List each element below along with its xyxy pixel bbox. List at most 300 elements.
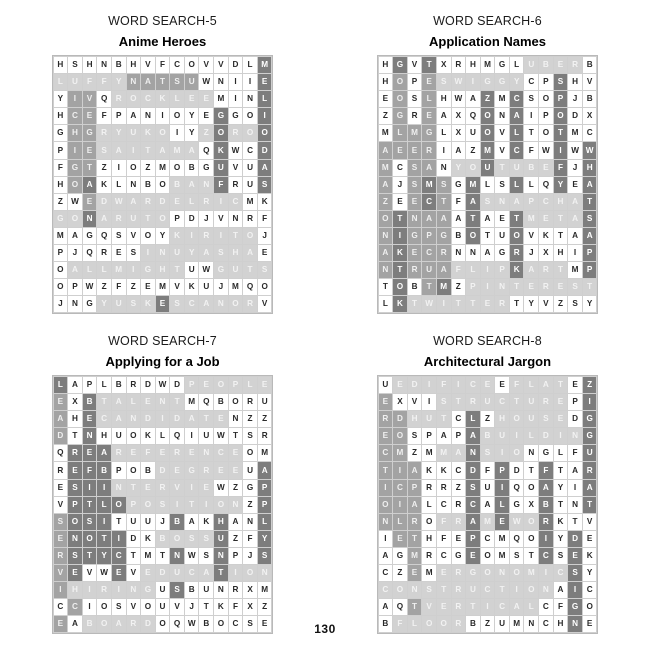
letter-cell[interactable]: E [141,279,156,296]
letter-cell[interactable]: V [126,599,141,616]
letter-cell[interactable]: T [509,394,524,411]
letter-cell[interactable]: E [53,479,68,496]
letter-cell[interactable]: B [184,582,199,599]
letter-cell[interactable]: R [451,616,466,633]
letter-cell[interactable]: O [243,565,258,582]
letter-cell[interactable]: O [524,530,539,547]
letter-cell[interactable]: E [553,411,568,428]
letter-cell[interactable]: N [199,176,214,193]
letter-cell[interactable]: W [155,377,170,394]
letter-cell[interactable]: O [509,565,524,582]
letter-cell[interactable]: P [407,479,422,496]
letter-cell[interactable]: H [407,411,422,428]
letter-cell[interactable]: A [378,245,393,262]
letter-cell[interactable]: E [480,377,495,394]
letter-cell[interactable]: A [199,245,214,262]
letter-cell[interactable]: E [524,279,539,296]
letter-cell[interactable]: Y [451,159,466,176]
letter-cell[interactable]: B [141,176,156,193]
letter-cell[interactable]: I [53,582,68,599]
letter-cell[interactable]: U [243,176,258,193]
letter-cell[interactable]: T [228,428,243,445]
letter-cell[interactable]: W [214,428,229,445]
letter-cell[interactable]: G [214,108,229,125]
letter-cell[interactable]: E [436,565,451,582]
letter-cell[interactable]: S [407,91,422,108]
letter-cell[interactable]: Z [582,377,597,394]
letter-cell[interactable]: E [82,142,97,159]
letter-cell[interactable]: Z [378,108,393,125]
letter-cell[interactable]: U [111,296,126,313]
letter-cell[interactable]: U [155,599,170,616]
letter-cell[interactable]: S [436,74,451,91]
letter-cell[interactable]: R [451,57,466,74]
letter-cell[interactable]: Z [480,616,495,633]
letter-cell[interactable]: E [170,193,185,210]
letter-cell[interactable]: U [509,159,524,176]
letter-cell[interactable]: W [228,142,243,159]
letter-cell[interactable]: G [82,125,97,142]
letter-cell[interactable]: M [568,125,583,142]
letter-cell[interactable]: I [568,582,583,599]
letter-cell[interactable]: O [228,394,243,411]
letter-cell[interactable]: A [582,176,597,193]
letter-cell[interactable]: O [141,496,156,513]
letter-cell[interactable]: V [170,279,185,296]
letter-cell[interactable]: R [539,262,554,279]
letter-cell[interactable]: Q [393,599,408,616]
letter-cell[interactable]: Q [170,428,185,445]
letter-cell[interactable]: Q [170,616,185,633]
letter-cell[interactable]: C [582,125,597,142]
letter-cell[interactable]: P [82,377,97,394]
letter-cell[interactable]: B [111,377,126,394]
letter-cell[interactable]: S [53,513,68,530]
letter-cell[interactable]: D [568,411,583,428]
letter-cell[interactable]: E [407,245,422,262]
letter-cell[interactable]: A [436,262,451,279]
letter-cell[interactable]: C [393,479,408,496]
letter-cell[interactable]: K [214,142,229,159]
letter-cell[interactable]: S [184,530,199,547]
letter-cell[interactable]: T [582,193,597,210]
letter-cell[interactable]: C [393,159,408,176]
letter-cell[interactable]: S [68,57,83,74]
letter-cell[interactable]: O [214,377,229,394]
letter-cell[interactable]: H [68,411,83,428]
letter-cell[interactable]: N [126,176,141,193]
letter-cell[interactable]: D [466,462,481,479]
letter-cell[interactable]: A [509,193,524,210]
letter-cell[interactable]: Q [82,245,97,262]
letter-cell[interactable]: R [111,210,126,227]
letter-cell[interactable]: P [582,245,597,262]
letter-cell[interactable]: T [68,428,83,445]
letter-cell[interactable]: F [553,159,568,176]
letter-cell[interactable]: W [214,479,229,496]
letter-cell[interactable]: C [509,142,524,159]
letter-cell[interactable]: E [141,565,156,582]
letter-cell[interactable]: V [170,599,185,616]
letter-cell[interactable]: V [582,513,597,530]
letter-cell[interactable]: M [480,142,495,159]
letter-cell[interactable]: M [184,394,199,411]
letter-cell[interactable]: W [111,193,126,210]
letter-cell[interactable]: B [466,616,481,633]
letter-cell[interactable]: P [228,377,243,394]
letter-cell[interactable]: I [480,262,495,279]
letter-cell[interactable]: N [126,411,141,428]
letter-cell[interactable]: R [243,394,258,411]
letter-cell[interactable]: T [553,462,568,479]
letter-cell[interactable]: L [480,176,495,193]
letter-cell[interactable]: W [539,142,554,159]
letter-cell[interactable]: O [82,530,97,547]
letter-cell[interactable]: A [97,210,112,227]
letter-cell[interactable]: I [378,479,393,496]
letter-cell[interactable]: A [407,496,422,513]
letter-cell[interactable]: M [407,547,422,564]
letter-cell[interactable]: V [524,227,539,244]
letter-cell[interactable]: D [155,193,170,210]
letter-cell[interactable]: U [524,394,539,411]
letter-cell[interactable]: X [524,496,539,513]
letter-cell[interactable]: Y [97,296,112,313]
letter-cell[interactable]: T [126,547,141,564]
letter-cell[interactable]: I [553,428,568,445]
letter-cell[interactable]: N [170,547,185,564]
letter-cell[interactable]: H [68,582,83,599]
letter-cell[interactable]: T [199,599,214,616]
letter-cell[interactable]: P [170,210,185,227]
letter-cell[interactable]: T [524,125,539,142]
letter-cell[interactable]: E [82,411,97,428]
letter-cell[interactable]: V [126,227,141,244]
letter-cell[interactable]: J [257,227,272,244]
letter-cell[interactable]: K [141,296,156,313]
letter-cell[interactable]: V [228,159,243,176]
letter-cell[interactable]: N [214,74,229,91]
letter-cell[interactable]: N [524,445,539,462]
letter-cell[interactable]: P [111,108,126,125]
letter-cell[interactable]: O [422,616,437,633]
letter-cell[interactable]: L [257,91,272,108]
letter-cell[interactable]: K [141,125,156,142]
letter-cell[interactable]: E [199,377,214,394]
letter-cell[interactable]: Y [184,245,199,262]
letter-cell[interactable]: T [155,74,170,91]
letter-cell[interactable]: O [582,599,597,616]
letter-cell[interactable]: O [97,599,112,616]
letter-cell[interactable]: P [68,496,83,513]
letter-cell[interactable]: L [126,394,141,411]
letter-cell[interactable]: E [539,210,554,227]
letter-cell[interactable]: L [393,125,408,142]
letter-cell[interactable]: L [378,296,393,313]
letter-cell[interactable]: D [126,530,141,547]
letter-cell[interactable]: G [228,108,243,125]
letter-cell[interactable]: L [257,513,272,530]
letter-cell[interactable]: B [141,462,156,479]
letter-cell[interactable]: E [539,159,554,176]
letter-grid[interactable] [378,376,598,633]
letter-cell[interactable]: B [155,530,170,547]
letter-cell[interactable]: J [199,210,214,227]
letter-cell[interactable]: A [466,91,481,108]
letter-cell[interactable]: S [126,296,141,313]
letter-cell[interactable]: S [568,279,583,296]
letter-cell[interactable]: L [407,616,422,633]
letter-cell[interactable]: Y [553,530,568,547]
letter-cell[interactable]: S [257,176,272,193]
letter-cell[interactable]: E [495,513,510,530]
letter-cell[interactable]: A [509,108,524,125]
letter-cell[interactable]: M [422,565,437,582]
letter-cell[interactable]: R [451,565,466,582]
letter-cell[interactable]: R [451,582,466,599]
letter-cell[interactable]: N [243,91,258,108]
letter-cell[interactable]: T [422,279,437,296]
letter-cell[interactable]: S [170,582,185,599]
letter-cell[interactable]: O [184,57,199,74]
letter-cell[interactable]: T [466,210,481,227]
letter-cell[interactable]: A [568,462,583,479]
letter-cell[interactable]: M [228,279,243,296]
letter-cell[interactable]: B [199,616,214,633]
letter-cell[interactable]: E [199,479,214,496]
letter-cell[interactable]: A [582,227,597,244]
letter-cell[interactable]: D [97,193,112,210]
letter-cell[interactable]: T [97,530,112,547]
letter-cell[interactable]: E [495,210,510,227]
letter-cell[interactable]: E [553,394,568,411]
letter-cell[interactable]: H [155,262,170,279]
letter-cell[interactable]: O [466,227,481,244]
letter-cell[interactable]: O [243,445,258,462]
letter-cell[interactable]: U [126,125,141,142]
letter-cell[interactable]: C [378,582,393,599]
letter-cell[interactable]: T [568,513,583,530]
letter-cell[interactable]: W [422,296,437,313]
letter-cell[interactable]: U [422,411,437,428]
letter-cell[interactable]: Q [97,91,112,108]
letter-cell[interactable]: N [97,57,112,74]
letter-cell[interactable]: I [480,279,495,296]
letter-cell[interactable]: I [378,530,393,547]
letter-cell[interactable]: M [509,616,524,633]
letter-cell[interactable]: T [582,496,597,513]
letter-cell[interactable]: N [82,428,97,445]
letter-cell[interactable]: T [495,582,510,599]
letter-cell[interactable]: U [524,57,539,74]
letter-cell[interactable]: K [97,176,112,193]
letter-cell[interactable]: G [141,582,156,599]
letter-cell[interactable]: M [495,530,510,547]
letter-cell[interactable]: H [97,428,112,445]
letter-cell[interactable]: I [228,565,243,582]
letter-cell[interactable]: E [393,142,408,159]
letter-cell[interactable]: C [68,108,83,125]
letter-cell[interactable]: E [155,296,170,313]
letter-cell[interactable]: C [422,245,437,262]
letter-cell[interactable]: O [243,227,258,244]
letter-cell[interactable]: J [214,279,229,296]
letter-cell[interactable]: L [97,496,112,513]
letter-cell[interactable]: V [170,479,185,496]
letter-cell[interactable]: T [436,411,451,428]
letter-cell[interactable]: R [422,547,437,564]
letter-cell[interactable]: A [451,142,466,159]
letter-cell[interactable]: S [568,296,583,313]
letter-cell[interactable]: R [126,616,141,633]
letter-cell[interactable]: E [111,565,126,582]
letter-cell[interactable]: G [243,479,258,496]
letter-cell[interactable]: N [568,616,583,633]
letter-cell[interactable]: T [111,513,126,530]
letter-cell[interactable]: Q [509,479,524,496]
letter-cell[interactable]: C [170,57,185,74]
letter-cell[interactable]: R [407,513,422,530]
letter-cell[interactable]: F [436,377,451,394]
letter-cell[interactable]: A [184,513,199,530]
letter-cell[interactable]: L [393,513,408,530]
letter-cell[interactable]: N [568,428,583,445]
letter-cell[interactable]: J [155,513,170,530]
letter-cell[interactable]: Y [582,296,597,313]
letter-cell[interactable]: A [257,462,272,479]
letter-cell[interactable]: A [111,394,126,411]
letter-cell[interactable]: A [378,547,393,564]
letter-cell[interactable]: N [466,245,481,262]
letter-cell[interactable]: I [568,245,583,262]
letter-cell[interactable]: R [199,193,214,210]
letter-cell[interactable]: Z [243,411,258,428]
letter-cell[interactable]: R [199,227,214,244]
letter-cell[interactable]: L [82,262,97,279]
letter-cell[interactable]: R [243,210,258,227]
letter-cell[interactable]: F [568,445,583,462]
letter-cell[interactable]: S [199,530,214,547]
letter-cell[interactable]: O [214,496,229,513]
letter-cell[interactable]: S [97,142,112,159]
letter-cell[interactable]: A [111,142,126,159]
letter-cell[interactable]: P [257,479,272,496]
letter-cell[interactable]: L [170,91,185,108]
letter-cell[interactable]: F [155,57,170,74]
letter-cell[interactable]: T [509,279,524,296]
letter-cell[interactable]: E [378,91,393,108]
letter-cell[interactable]: O [524,513,539,530]
letter-cell[interactable]: I [228,74,243,91]
letter-cell[interactable]: S [495,176,510,193]
letter-cell[interactable]: G [466,565,481,582]
letter-cell[interactable]: B [451,227,466,244]
letter-cell[interactable]: E [68,565,83,582]
letter-cell[interactable]: O [155,616,170,633]
letter-cell[interactable]: L [155,428,170,445]
letter-cell[interactable]: J [524,245,539,262]
letter-cell[interactable]: Q [97,227,112,244]
letter-cell[interactable]: P [466,530,481,547]
letter-cell[interactable]: C [495,599,510,616]
letter-cell[interactable]: T [393,262,408,279]
letter-cell[interactable]: O [553,108,568,125]
letter-cell[interactable]: N [155,245,170,262]
letter-cell[interactable]: C [539,547,554,564]
letter-cell[interactable]: L [97,262,112,279]
letter-cell[interactable]: W [97,565,112,582]
letter-cell[interactable]: U [243,462,258,479]
letter-cell[interactable]: T [393,210,408,227]
letter-cell[interactable]: O [126,159,141,176]
letter-cell[interactable]: A [451,445,466,462]
letter-cell[interactable]: N [568,496,583,513]
letter-cell[interactable]: T [553,227,568,244]
letter-cell[interactable]: E [228,462,243,479]
letter-cell[interactable]: O [393,91,408,108]
letter-cell[interactable]: S [422,582,437,599]
letter-cell[interactable]: N [199,445,214,462]
letter-cell[interactable]: P [53,142,68,159]
letter-cell[interactable]: F [214,176,229,193]
letter-cell[interactable]: C [524,74,539,91]
letter-cell[interactable]: S [582,210,597,227]
letter-cell[interactable]: O [68,513,83,530]
letter-cell[interactable]: T [436,582,451,599]
letter-cell[interactable]: J [184,599,199,616]
letter-cell[interactable]: U [126,210,141,227]
letter-cell[interactable]: Y [553,479,568,496]
letter-cell[interactable]: G [393,108,408,125]
letter-cell[interactable]: G [582,411,597,428]
letter-cell[interactable]: I [184,227,199,244]
letter-cell[interactable]: L [53,74,68,91]
letter-cell[interactable]: C [436,496,451,513]
letter-cell[interactable]: O [524,582,539,599]
letter-cell[interactable]: U [495,428,510,445]
letter-cell[interactable]: L [111,176,126,193]
letter-cell[interactable]: O [214,125,229,142]
letter-cell[interactable]: L [509,125,524,142]
letter-cell[interactable]: C [228,193,243,210]
letter-cell[interactable]: L [422,496,437,513]
letter-grid[interactable] [53,376,273,633]
letter-cell[interactable]: K [155,91,170,108]
letter-cell[interactable]: O [68,210,83,227]
letter-cell[interactable]: B [539,57,554,74]
letter-cell[interactable]: I [126,262,141,279]
letter-cell[interactable]: E [53,616,68,633]
letter-cell[interactable]: D [170,377,185,394]
letter-cell[interactable]: F [243,530,258,547]
letter-cell[interactable]: E [451,530,466,547]
letter-cell[interactable]: F [451,262,466,279]
letter-cell[interactable]: U [378,377,393,394]
letter-cell[interactable]: B [539,496,554,513]
letter-cell[interactable]: A [111,411,126,428]
letter-cell[interactable]: U [68,74,83,91]
letter-cell[interactable]: V [82,565,97,582]
letter-cell[interactable]: A [422,210,437,227]
letter-cell[interactable]: E [141,394,156,411]
letter-cell[interactable]: N [495,108,510,125]
letter-cell[interactable]: U [480,394,495,411]
letter-cell[interactable]: T [82,496,97,513]
letter-cell[interactable]: M [111,262,126,279]
letter-cell[interactable]: Y [582,565,597,582]
letter-cell[interactable]: H [82,57,97,74]
letter-cell[interactable]: G [480,74,495,91]
